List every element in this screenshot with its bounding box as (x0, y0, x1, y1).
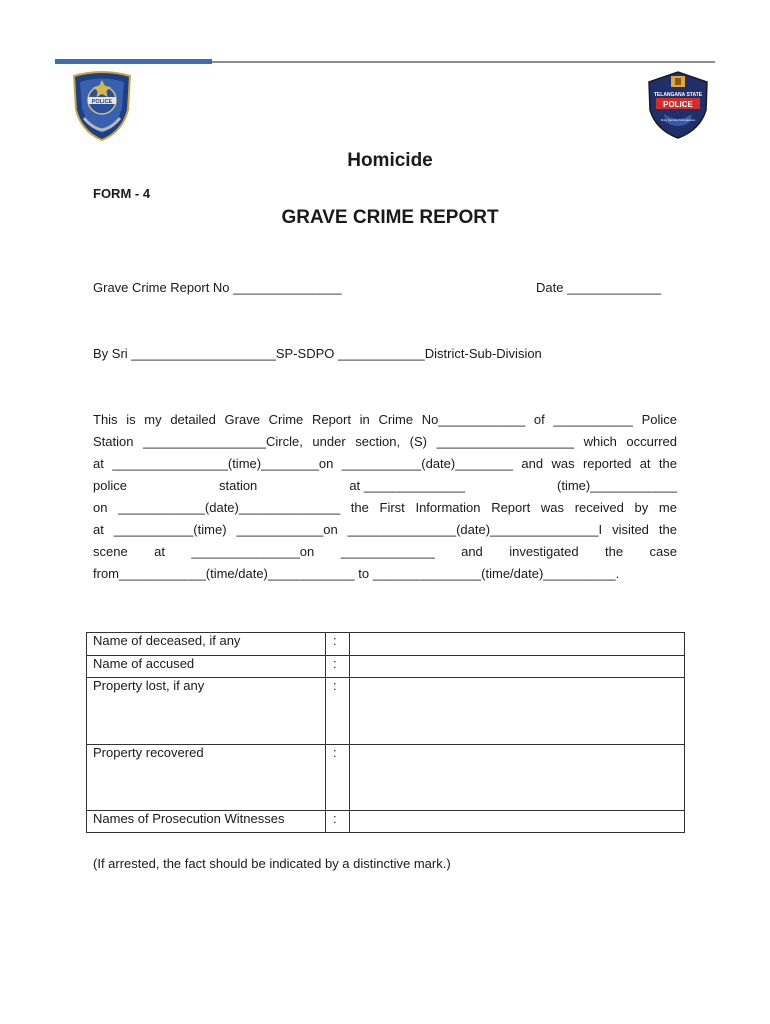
row-label: Names of Prosecution Witnesses (87, 811, 326, 833)
word: on (93, 500, 108, 515)
police-emblem-right (646, 70, 710, 140)
row-value (350, 811, 685, 833)
right-logo-motto: Duty Service Compassion (660, 118, 696, 122)
word: station (218, 478, 258, 493)
right-logo-police-text: POLICE (663, 100, 693, 109)
table-row (87, 678, 685, 745)
row-separator: : (326, 656, 350, 678)
paragraph-line-1 (93, 412, 677, 427)
row-separator: : (326, 633, 350, 656)
word: This (93, 412, 118, 427)
footnote: (If arrested, the fact should be indicated by a distinctive mark.) (93, 856, 451, 871)
paragraph-line-7 (93, 544, 677, 559)
left-logo-police-text: POLICE (91, 99, 113, 105)
word: Grave (224, 412, 260, 427)
paragraph-line-4 (93, 478, 677, 493)
word: the (658, 456, 677, 471)
paragraph-line-5 (93, 500, 677, 515)
word: case (649, 544, 677, 559)
paragraph-line-2 (93, 434, 677, 449)
row-separator: : (326, 811, 350, 833)
table-row (87, 745, 685, 811)
paragraph-line-3 (93, 456, 677, 471)
header-rule-accent (55, 59, 212, 64)
word: ____________on (236, 522, 338, 537)
word: _____________ (340, 544, 435, 559)
word: scene (93, 544, 128, 559)
word: the (350, 500, 369, 515)
word: was (540, 500, 565, 515)
word: visited (612, 522, 649, 537)
word: under (312, 434, 346, 449)
row-separator: : (326, 745, 350, 811)
row-value (350, 633, 685, 656)
word: section, (355, 434, 401, 449)
officer-field: By Sri ____________________SP-SDPO ____________District-Sub-Division (93, 346, 542, 361)
police-emblem-left (70, 70, 134, 142)
word: by (634, 500, 649, 515)
word: Station (93, 434, 134, 449)
word: was (551, 456, 575, 471)
word: the (605, 544, 624, 559)
header-rule (212, 61, 715, 63)
row-label: Property recovered (87, 745, 326, 811)
row-label: Name of deceased, if any (87, 633, 326, 656)
paragraph-line-6 (93, 522, 677, 537)
word: the (658, 522, 677, 537)
report-title: GRAVE CRIME REPORT (281, 207, 499, 228)
word: ____________(date)______________ (118, 500, 341, 515)
word: of (533, 412, 545, 427)
word: ___________________ (436, 434, 574, 449)
word: Crime (378, 412, 414, 427)
row-label: Property lost, if any (87, 678, 326, 745)
word: reported (582, 456, 632, 471)
word: ___________(time) (113, 522, 227, 537)
word: First (379, 500, 405, 515)
word: at (93, 456, 104, 471)
document-title: Homicide (347, 150, 433, 171)
word: Report (311, 412, 351, 427)
row-value (350, 745, 685, 811)
word: at ______________ (349, 478, 465, 493)
word: me (658, 500, 677, 515)
word: my (144, 412, 162, 427)
word: ___________ (553, 412, 633, 427)
word: at (93, 522, 104, 537)
word: _______________on (191, 544, 315, 559)
word: detailed (170, 412, 216, 427)
table-row (87, 811, 685, 833)
word: at (154, 544, 165, 559)
right-logo-state-text: TELANGANA STATE (653, 92, 703, 98)
word: which (583, 434, 617, 449)
word: in (359, 412, 370, 427)
word: (S) (409, 434, 428, 449)
word: and (521, 456, 544, 471)
word: and (461, 544, 483, 559)
table-row (87, 656, 685, 678)
paragraph-line-8: from____________(time/date)____________ to _______________(time/date)__________. (93, 566, 620, 581)
word: Information (415, 500, 481, 515)
row-separator: : (326, 678, 350, 745)
word: No____________ (421, 412, 526, 427)
word: is (126, 412, 136, 427)
word: ___________(date)________ (341, 456, 514, 471)
word: police (93, 478, 127, 493)
word: _________________Circle, (143, 434, 303, 449)
row-value (350, 678, 685, 745)
word: Report (491, 500, 531, 515)
row-label: Name of accused (87, 656, 326, 678)
word: (time)____________ (557, 478, 677, 493)
word: received (574, 500, 624, 515)
word: at (639, 456, 651, 471)
word: investigated (509, 544, 579, 559)
word: ________________(time)________on (112, 456, 334, 471)
table-row (87, 633, 685, 656)
row-value (350, 656, 685, 678)
word: Police (641, 412, 677, 427)
case-details-table (86, 632, 685, 833)
form-label: FORM - 4 (93, 186, 151, 201)
date-field: Date _____________ (536, 280, 662, 295)
word: Crime (268, 412, 304, 427)
word: _______________(date)_______________I (347, 522, 603, 537)
report-number-field: Grave Crime Report No _______________ (93, 280, 342, 295)
word: occurred (626, 434, 677, 449)
